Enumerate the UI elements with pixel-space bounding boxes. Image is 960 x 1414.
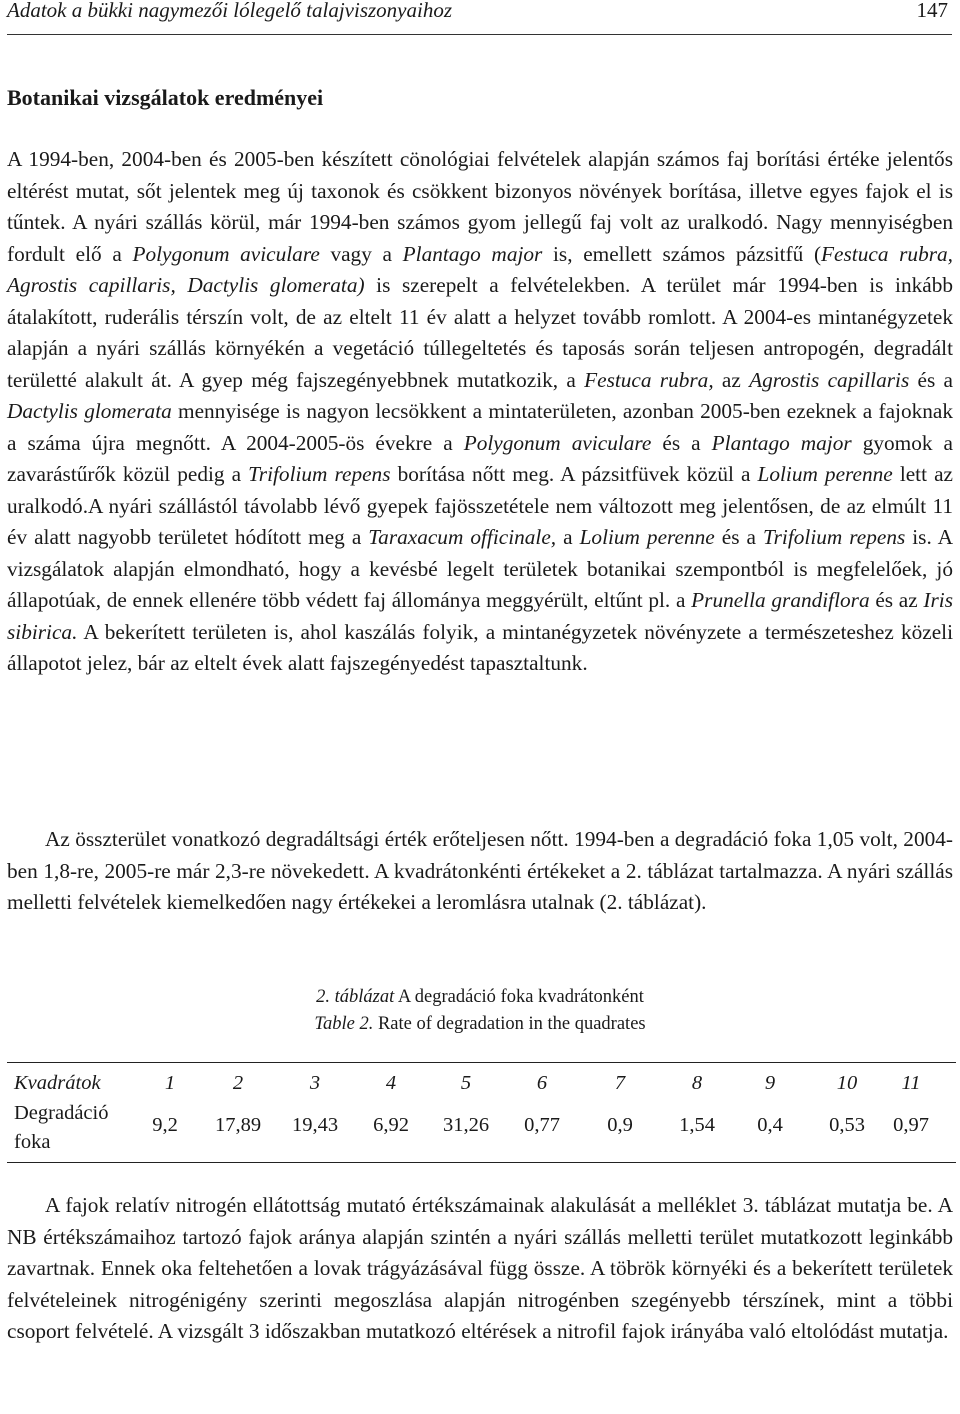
running-title: Adatok a bükki nagymezői lólegelő talajviszonyaihoz [7, 0, 452, 22]
table-row-header-quadrats: Kvadrátok [14, 1072, 101, 1094]
paragraph-text: is. A vizsgálatok alapján elmondható, hogy a kevésbé legelt területek botanikai szempontból is megfelelőek, jó állapotúak, de ennek ellenére több védett faj állománya meggyérült, eltűnt pl. a [7, 525, 954, 612]
species-name: Prunella grandiflora [691, 588, 870, 612]
species-name: Festuca rubra, Agrostis capillaris, Dactylis glomerata) [7, 241, 953, 297]
table-degradation-value: 9,2 [152, 1114, 178, 1136]
paragraph-text: és a [909, 367, 953, 392]
table-degradation-value: 6,92 [373, 1114, 409, 1136]
table-quadrat-header: 11 [901, 1072, 921, 1094]
species-name: Festuca rubra, [584, 367, 714, 392]
paragraph-text: is, emellett számos pázsitfű ( [542, 241, 822, 266]
table-degradation-value: 0,77 [524, 1114, 560, 1136]
table-degradation-value: 19,43 [291, 1114, 339, 1136]
table-quadrat-header: 3 [309, 1072, 321, 1094]
table-degradation-value: 1,54 [679, 1114, 715, 1136]
page-number: 147 [916, 0, 948, 22]
species-name: Trifolium repens [762, 525, 906, 549]
table-quadrat-header: 4 [385, 1072, 397, 1094]
table-quadrat-header: 2 [232, 1072, 244, 1094]
table-quadrat-header: 10 [836, 1072, 858, 1094]
paragraph-text: is szerepelt a felvételekben. A terület már 1994-ben is inkább átalakított, ruderális térszín volt, de az eltelt 11 év alatt a helyzet tovább romlott. A 2004-es mintanégyzetek alapján a nyári szállás környékén a vegetáció túllegeltetés és taposás során teljesen antropogén, degradált területté alakult át. A gyep még fajszegényebbnek mutatkozik, a [7, 273, 953, 392]
table-caption-en [0, 1011, 960, 1038]
running-header [7, 0, 952, 30]
paragraph-text: lett az uralkodó.A nyári szállástól távolabb lévő gyepek fajösszetétele nem változott meg jelentősen, de az elmúlt 11 év alatt nagyobb területet hódított meg a [7, 462, 953, 549]
table-quadrat-header: 1 [164, 1072, 176, 1094]
table-caption-en-label: Table 2. [314, 1014, 374, 1034]
paragraph-text: gyomok a zavarástűrők közül pedig a [7, 430, 953, 486]
table-quadrat-header: 9 [764, 1072, 776, 1094]
species-name: Trifolium repens [248, 462, 391, 486]
species-name: Polygonum aviculare [463, 430, 652, 455]
table-quadrat-header: 8 [691, 1072, 703, 1094]
paragraph-text: a [556, 525, 580, 549]
species-name: Dactylis glomerata [7, 399, 172, 423]
species-name: Iris sibirica. [7, 588, 953, 644]
table-caption-hu-label: 2. táblázat [316, 987, 395, 1007]
table-degradation-value: 17,89 [214, 1114, 262, 1136]
paragraph-results [7, 144, 953, 680]
table-caption-en-text: Rate of degradation in the quadrates [373, 1014, 646, 1034]
table-degradation-value: 0,53 [829, 1114, 865, 1136]
table-row-header-degradation-line1: Degradáció [14, 1102, 109, 1124]
table-row-header-degradation-line2: foka [14, 1131, 51, 1153]
species-name: Plantago major [402, 241, 543, 266]
paragraph-degradation: Az összterület vonatkozó degradáltsági érték erőteljesen nőtt. 1994-ben a degradáció foka 1,05 volt, 2004-ben 1,8-re, 2005-re már 2,3-re növekedett. A kvadrátonkénti értékeket a 2. táblázat tartalmazza. A nyári szállás melletti felvételek kiemelkedően nagy értékekei a leromlásra utalnak (2. táblázat). [7, 827, 953, 914]
table-bottom-rule [7, 1162, 956, 1163]
paragraph-text: mennyisége is nagyon lecsökkent a mintaterületen, azonban 2005-ben ezeknek a fajoknak a száma újra megnőtt. A 2004-2005-ös évekre a [7, 399, 953, 455]
paragraph-text: borítása nőtt meg. A pázsitfüvek közül a [390, 462, 758, 486]
paragraph-text: A 1994-ben, 2004-ben és 2005-ben készített cönológiai felvételek alapján számos faj borítási értéke jelentős eltérést mutat, sőt jelentek meg új taxonok és csökkent bizonyos növények borítása, illetve egyes fajok el is tűntek. A nyári szállás körül, már 1994-ben számos gyom jellegű faj volt az uralkodó. Nagy mennyiségben fordult elő a [7, 147, 953, 266]
species-name: Lolium perenne [579, 525, 715, 549]
table-caption-hu-text: A degradáció foka kvadrátonként [394, 987, 644, 1007]
paragraph-text: és a [651, 430, 712, 455]
species-name: Lolium perenne [757, 462, 893, 486]
species-name: Taraxacum officinale, [368, 525, 557, 549]
paragraph-text: az [713, 367, 750, 392]
species-name: Plantago major [711, 430, 852, 455]
paragraph-text: és az [869, 588, 924, 612]
species-name: Polygonum aviculare [132, 241, 320, 266]
table-quadrat-header: 7 [614, 1072, 626, 1094]
paragraph-nitrogen: A fajok relatív nitrogén ellátottság mutató értékszámainak alakulását a melléklet 3. táblázat mutatja be. A NB értékszámaihoz tartozó fajok aránya alapján szintén a nyári szállás melletti terület mutatkozott leginkább zavartnak. Ennek oka feltehetően a lovak trágyázásával függ össze. A töbrök környéki és a bekerített területek felvételeinek nitrogénigény szerinti megoszlása alapján nitrogénben szegényebb térszínek, mint a többi csoport felvételé. A vizsgált 3 időszakban mutatkozó eltérések a nitrofil fajok irányába való eltolódást mutatja. [7, 1193, 953, 1343]
paragraph-text: A bekerített területen is, ahol kaszálás folyik, a mintanégyzetek növényzete a természeteshez közeli állapotot jelez, bár az eltelt évek alatt fajszegényedést tapasztaltunk. [7, 619, 953, 675]
table-top-rule [7, 1062, 956, 1063]
table-caption-hu [0, 984, 960, 1011]
paragraph-text: és a [714, 525, 763, 549]
table-quadrat-header: 6 [536, 1072, 548, 1094]
table-quadrat-header: 5 [460, 1072, 472, 1094]
table-degradation-value: 0,9 [607, 1114, 633, 1136]
header-rule [7, 34, 952, 35]
species-name: Agrostis capillaris [749, 367, 910, 392]
table-degradation-value: 31,26 [442, 1114, 490, 1136]
table-degradation-value: 0,4 [757, 1114, 783, 1136]
section-heading: Botanikai vizsgálatok eredményei [7, 85, 324, 110]
paragraph-text: vagy a [319, 241, 403, 266]
table-degradation-value: 0,97 [893, 1114, 929, 1136]
